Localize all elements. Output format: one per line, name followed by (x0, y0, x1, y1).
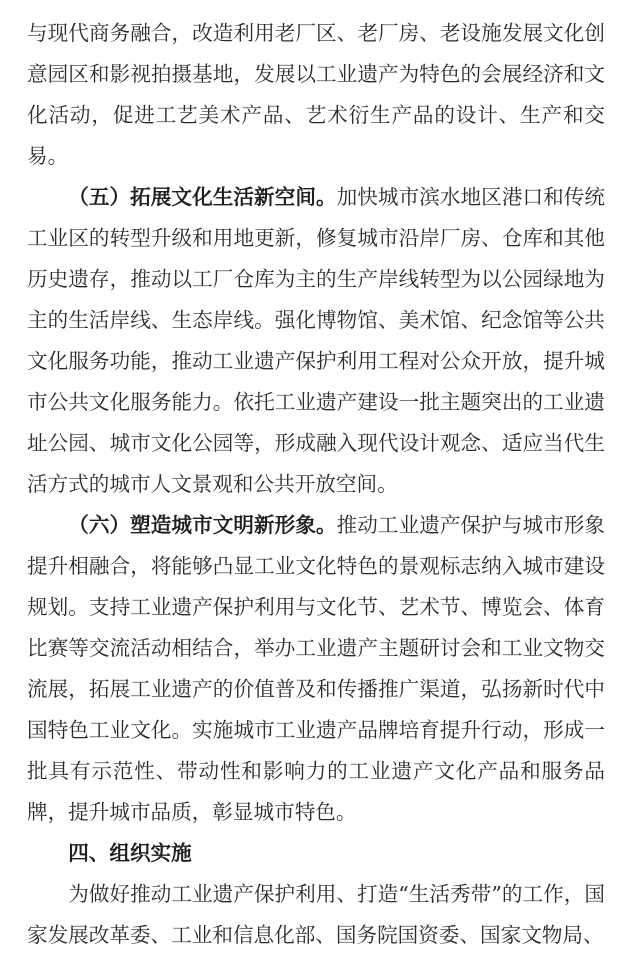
section-heading (27, 833, 605, 874)
emphasis-text-run: 四、组织实施 (68, 841, 192, 865)
document-body (27, 13, 605, 956)
paragraph (27, 13, 605, 177)
emphasis-text-run: （六）塑造城市文明新形象。 (68, 513, 337, 537)
text-run: 为做好推动工业遗产保护利用、打造“生活秀带”的工作，国家发展改革委、工业和信息化部、国务院国资委、国家文物局、 (27, 882, 605, 947)
emphasis-text-run: （五）拓展文化生活新空间。 (68, 185, 337, 209)
paragraph (27, 874, 605, 956)
text-run: 推动工业遗产保护与城市形象提升相融合，将能够凸显工业文化特色的景观标志纳入城市建设规划。支持工业遗产保护利用与文化节、艺术节、博览会、体育比赛等交流活动相结合，举办工业遗产主题研讨会和工业文物交流展，拓展工业遗产的价值普及和传播推广渠道，弘扬新时代中国特色工业文化。实施城市工业遗产品牌培育提升行动，形成一批具有示范性、带动性和影响力的工业遗产文化产品和服务品牌，提升城市品质，彰显城市特色。 (27, 513, 606, 824)
paragraph (27, 505, 605, 833)
paragraph (27, 177, 605, 505)
text-run: 加快城市滨水地区港口和传统工业区的转型升级和用地更新，修复城市沿岸厂房、仓库和其他历史遗存，推动以工厂仓库为主的生产岸线转型为以公园绿地为主的生活岸线、生态岸线。强化博物馆、美术馆、纪念馆等公共文化服务功能，推动工业遗产保护利用工程对公众开放，提升城市公共文化服务能力。依托工业遗产建设一批主题突出的工业遗址公园、城市文化公园等，形成融入现代设计观念、适应当代生活方式的城市人文景观和公共开放空间。 (27, 185, 606, 496)
text-run: 与现代商务融合，改造利用老厂区、老厂房、老设施发展文化创意园区和影视拍摄基地，发展以工业遗产为特色的会展经济和文化活动，促进工艺美术产品、艺术衍生产品的设计、生产和交易。 (27, 21, 605, 168)
